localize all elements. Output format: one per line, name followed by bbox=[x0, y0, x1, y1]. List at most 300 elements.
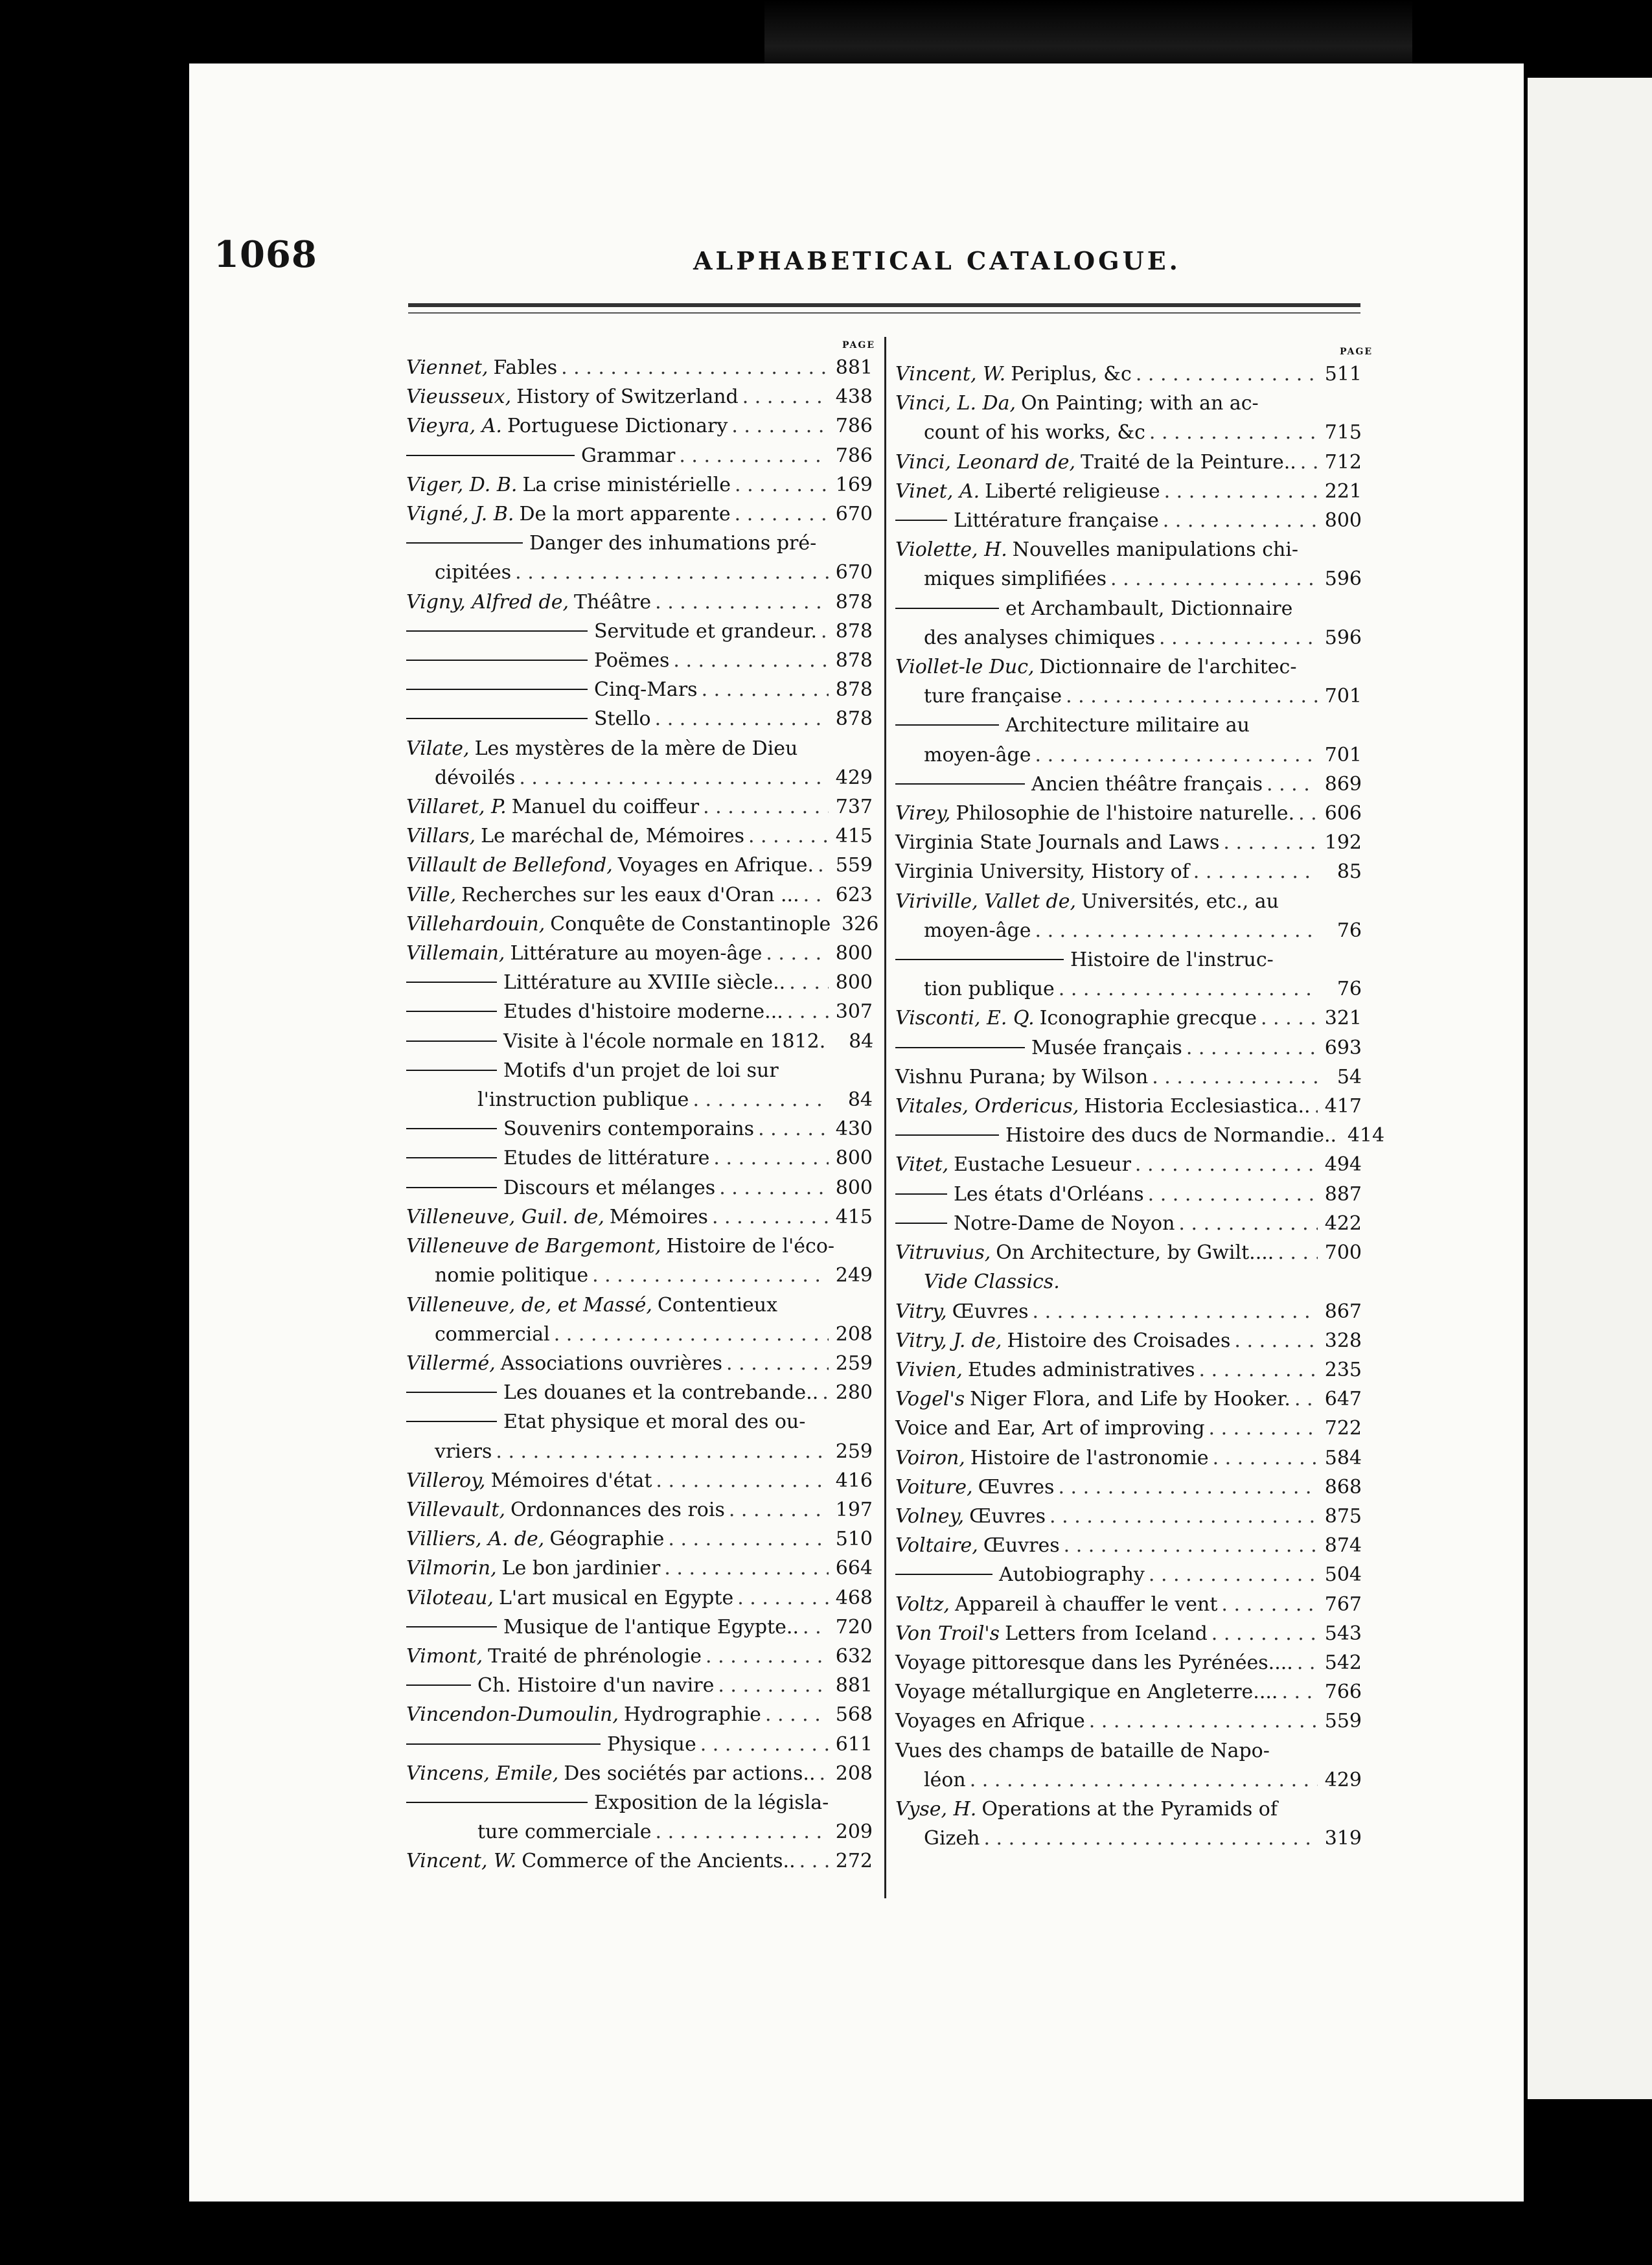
entry-title: miques simplifiées bbox=[924, 568, 1107, 591]
ditto-dash bbox=[895, 1193, 947, 1195]
catalogue-entry bbox=[895, 1326, 1362, 1355]
dot-leader bbox=[1298, 799, 1318, 828]
entry-page: 869 bbox=[1324, 772, 1362, 796]
entry-page: 670 bbox=[835, 503, 873, 526]
ditto-dash bbox=[895, 1223, 947, 1224]
catalogue-entry bbox=[895, 887, 1362, 916]
catalogue-entry bbox=[895, 1121, 1385, 1150]
catalogue-entry bbox=[895, 741, 1362, 770]
catalogue-entry bbox=[406, 939, 873, 968]
entry-page: 700 bbox=[1324, 1241, 1362, 1265]
ditto-dash bbox=[895, 959, 1064, 960]
entry-title: Conquête de Constantinople bbox=[550, 912, 831, 936]
catalogue-entry bbox=[895, 1531, 1362, 1560]
entry-author: Vinci, L. Da, bbox=[895, 392, 1016, 415]
entry-page: 504 bbox=[1324, 1563, 1362, 1587]
catalogue-entry bbox=[406, 1671, 873, 1700]
entry-author: Voiron, bbox=[895, 1446, 965, 1469]
entry-title: Manuel du coiffeur bbox=[511, 796, 700, 819]
ditto-dash bbox=[406, 1011, 497, 1012]
entry-page: 468 bbox=[835, 1586, 873, 1609]
dot-leader bbox=[1281, 1677, 1318, 1707]
dot-leader bbox=[655, 588, 829, 617]
catalogue-entry bbox=[895, 594, 1362, 623]
dot-leader bbox=[703, 792, 829, 822]
entry-author: Villermé, bbox=[406, 1351, 496, 1375]
catalogue-entry bbox=[406, 1261, 873, 1290]
dot-leader bbox=[766, 939, 829, 968]
catalogue-entry bbox=[895, 1267, 1362, 1296]
entry-author: Viloteau, bbox=[406, 1586, 494, 1609]
catalogue-entry bbox=[895, 828, 1362, 857]
dot-leader bbox=[789, 968, 829, 997]
catalogue-entry bbox=[895, 1355, 1362, 1385]
entry-author: Villars, bbox=[406, 825, 476, 848]
entry-author: Viger, D. B. bbox=[406, 473, 518, 496]
catalogue-entry bbox=[406, 704, 873, 733]
catalogue-entry bbox=[895, 1736, 1362, 1765]
entry-title: moyen-âge bbox=[924, 743, 1031, 766]
dot-leader bbox=[1211, 1619, 1318, 1648]
entry-page: 878 bbox=[835, 649, 873, 673]
dot-leader bbox=[679, 441, 829, 470]
catalogue-entry bbox=[406, 1788, 873, 1817]
catalogue-entry bbox=[406, 1320, 873, 1349]
entry-title: Contentieux bbox=[657, 1293, 778, 1316]
entry-page: 430 bbox=[835, 1118, 873, 1141]
catalogue-entry bbox=[895, 974, 1362, 1004]
entry-title: Etudes de littérature bbox=[503, 1147, 710, 1170]
dot-leader bbox=[1064, 1531, 1318, 1560]
catalogue-entry bbox=[895, 711, 1362, 740]
entry-title: Les douanes et la contrebande.. bbox=[503, 1381, 819, 1405]
entry-page: 328 bbox=[1324, 1329, 1362, 1352]
dot-leader bbox=[668, 1524, 829, 1554]
entry-author: Vigny, Alfred de, bbox=[406, 590, 569, 614]
dot-leader bbox=[1149, 418, 1318, 447]
ditto-dash bbox=[406, 1626, 497, 1627]
entry-page: 85 bbox=[1337, 860, 1362, 884]
entry-author: Violette, H. bbox=[895, 538, 1007, 562]
entry-title: Liberté religieuse bbox=[985, 479, 1160, 503]
entry-title: Eustache Lesueur bbox=[954, 1153, 1131, 1177]
entry-page: 568 bbox=[835, 1703, 873, 1727]
entry-author: Villemain, bbox=[406, 942, 505, 965]
catalogue-entry bbox=[895, 1765, 1362, 1795]
entry-title: Operations at the Pyramids of bbox=[981, 1797, 1278, 1821]
column-separator bbox=[884, 337, 886, 1898]
entry-page: 415 bbox=[835, 1205, 873, 1228]
dot-leader bbox=[519, 763, 829, 792]
dot-leader bbox=[1059, 974, 1318, 1004]
entry-author: Von Troil's bbox=[895, 1622, 1000, 1645]
catalogue-entry bbox=[406, 792, 873, 822]
entry-title: Exposition de la législa- bbox=[594, 1791, 829, 1814]
entry-author: Vieusseux, bbox=[406, 385, 512, 409]
entry-page: 693 bbox=[1324, 1036, 1362, 1059]
dot-leader bbox=[803, 1613, 829, 1642]
entry-title: Fables bbox=[493, 356, 558, 379]
catalogue-entry bbox=[406, 1730, 873, 1759]
catalogue-entry bbox=[406, 617, 873, 646]
entry-author: Viollet-le Duc, bbox=[895, 656, 1035, 679]
catalogue-entry bbox=[895, 1824, 1362, 1853]
entry-page: 606 bbox=[1324, 802, 1362, 825]
entry-page: 272 bbox=[835, 1850, 873, 1873]
dot-leader bbox=[1148, 1180, 1318, 1209]
running-head: ALPHABETICAL CATALOGUE. bbox=[693, 246, 1181, 275]
entry-title: vriers bbox=[435, 1440, 492, 1463]
entry-title: Periplus, &c bbox=[1011, 363, 1132, 385]
entry-page: 887 bbox=[1324, 1182, 1362, 1206]
entry-page: 647 bbox=[1324, 1388, 1362, 1411]
dot-leader bbox=[1163, 506, 1318, 535]
entry-title: Nouvelles manipulations chi- bbox=[1012, 538, 1299, 562]
entry-author: Vitruvius, bbox=[895, 1241, 991, 1265]
entry-title: l'instruction publique bbox=[477, 1088, 689, 1112]
catalogue-entry bbox=[406, 997, 873, 1026]
catalogue-entry bbox=[406, 675, 873, 704]
entry-page: 720 bbox=[835, 1615, 873, 1638]
catalogue-entry bbox=[895, 770, 1362, 799]
ditto-dash bbox=[406, 630, 588, 632]
dot-leader bbox=[719, 1173, 829, 1202]
catalogue-entry bbox=[406, 588, 873, 617]
entry-page: 868 bbox=[1324, 1475, 1362, 1499]
entry-author: Visconti, E. Q. bbox=[895, 1007, 1035, 1030]
entry-title: Mémoires bbox=[609, 1205, 708, 1228]
catalogue-entry bbox=[406, 1583, 873, 1613]
ditto-dash bbox=[406, 1421, 497, 1422]
dot-leader bbox=[1110, 564, 1318, 593]
dot-leader bbox=[1033, 1297, 1318, 1326]
entry-author: Villeneuve de Bargemont, bbox=[406, 1235, 661, 1258]
catalogue-entry bbox=[406, 411, 873, 441]
entry-author: Vitet, bbox=[895, 1153, 949, 1177]
entry-author: Vitry, J. de, bbox=[895, 1329, 1002, 1352]
entry-title: Traité de la Peinture.. bbox=[1081, 450, 1296, 474]
entry-page: 259 bbox=[835, 1351, 873, 1375]
entry-author: Villevault, bbox=[406, 1498, 506, 1521]
catalogue-entry bbox=[895, 1560, 1362, 1589]
dot-leader bbox=[1297, 1648, 1318, 1677]
entry-author: Voltz, bbox=[895, 1592, 950, 1616]
ditto-dash bbox=[895, 783, 1025, 785]
header-rule-thick bbox=[408, 303, 1360, 307]
entry-title: Dictionnaire de l'architec- bbox=[1039, 656, 1297, 679]
ditto-dash bbox=[895, 1047, 1025, 1048]
catalogue-entry bbox=[406, 1642, 873, 1671]
catalogue-entry bbox=[895, 799, 1362, 828]
entry-page: 259 bbox=[835, 1440, 873, 1463]
entry-title: Des sociétés par actions.. bbox=[564, 1762, 816, 1785]
entry-page: 800 bbox=[835, 1147, 873, 1170]
dot-leader bbox=[1159, 623, 1318, 652]
ditto-dash bbox=[406, 455, 575, 456]
catalogue-entry bbox=[895, 1648, 1362, 1677]
entry-title: Ch. Histoire d'un navire bbox=[477, 1674, 715, 1697]
dot-leader bbox=[737, 1583, 829, 1613]
entry-page: 429 bbox=[1324, 1768, 1362, 1791]
entry-title: Ancien théâtre français bbox=[1031, 772, 1263, 796]
catalogue-entry bbox=[406, 1554, 873, 1583]
catalogue-entry bbox=[895, 1150, 1362, 1179]
entry-title: Commerce of the Ancients.. bbox=[522, 1850, 796, 1873]
entry-page: 701 bbox=[1324, 685, 1362, 708]
catalogue-entry bbox=[406, 1085, 873, 1114]
dot-leader bbox=[515, 558, 829, 587]
entry-page: 596 bbox=[1324, 568, 1362, 591]
catalogue-entry bbox=[895, 1209, 1362, 1238]
entry-author: Vilmorin, bbox=[406, 1557, 497, 1580]
dot-leader bbox=[1152, 1063, 1318, 1092]
entry-title: Appareil à chauffer le vent bbox=[954, 1592, 1218, 1616]
entry-author: Vivien, bbox=[895, 1358, 963, 1381]
entry-title: Le maréchal de, Mémoires bbox=[481, 825, 744, 848]
entry-page: 438 bbox=[835, 385, 873, 409]
entry-author: Vitry, bbox=[895, 1300, 947, 1323]
entry-page: 510 bbox=[835, 1528, 873, 1551]
entry-author: Vitales, Ordericus, bbox=[895, 1095, 1079, 1118]
entry-title: Mémoires d'état bbox=[490, 1469, 652, 1492]
entry-title: Poëmes bbox=[594, 649, 670, 673]
entry-page: 208 bbox=[835, 1322, 873, 1346]
entry-title: On Painting; with an ac- bbox=[1021, 392, 1259, 415]
dot-leader bbox=[1193, 857, 1318, 886]
entry-author: Vimont, bbox=[406, 1644, 483, 1668]
entry-title: Architecture militaire au bbox=[1005, 714, 1250, 737]
entry-title: Histoire de l'astronomie bbox=[970, 1446, 1209, 1469]
entry-title: Danger des inhumations pré- bbox=[529, 532, 817, 555]
entry-page: 800 bbox=[1324, 509, 1362, 533]
entry-title: Motifs d'un projet de loi sur bbox=[503, 1059, 779, 1082]
ditto-dash bbox=[406, 1157, 497, 1158]
entry-title: Virginia University, History of bbox=[895, 860, 1189, 884]
catalogue-entry bbox=[895, 389, 1362, 418]
entry-page: 208 bbox=[835, 1762, 873, 1785]
entry-author: Voiture, bbox=[895, 1475, 973, 1499]
catalogue-entry bbox=[406, 1846, 873, 1876]
entry-title: Musique de l'antique Egypte.. bbox=[503, 1615, 799, 1638]
entry-title: Cinq-Mars bbox=[594, 678, 698, 702]
entry-page: 623 bbox=[835, 883, 873, 906]
ditto-dash bbox=[406, 1743, 601, 1745]
dot-leader bbox=[712, 1202, 829, 1232]
entry-page: 867 bbox=[1324, 1300, 1362, 1323]
dot-leader bbox=[983, 1824, 1318, 1853]
entry-author: Viennet, bbox=[406, 356, 488, 379]
catalogue-entry bbox=[406, 1349, 873, 1378]
entry-title: Grammar bbox=[581, 444, 676, 467]
catalogue-entry bbox=[406, 1291, 873, 1320]
entry-page: 415 bbox=[835, 825, 873, 848]
entry-page: 169 bbox=[835, 473, 873, 496]
entry-page: 307 bbox=[835, 1000, 873, 1024]
entry-title: Hydrographie bbox=[623, 1703, 761, 1727]
dot-leader bbox=[1278, 1238, 1318, 1267]
entry-title: Etat physique et moral des ou- bbox=[503, 1410, 806, 1434]
entry-page: 712 bbox=[1324, 450, 1362, 474]
entry-page: 84 bbox=[849, 1029, 874, 1053]
entry-page: 800 bbox=[835, 971, 873, 995]
catalogue-entry bbox=[895, 1590, 1362, 1619]
entry-title: Œuvres bbox=[983, 1534, 1060, 1558]
entry-author: Vilate, bbox=[406, 737, 470, 760]
ditto-dash bbox=[895, 1134, 999, 1136]
dot-leader bbox=[693, 1085, 829, 1114]
entry-page: 701 bbox=[1324, 743, 1362, 766]
entry-title: Portuguese Dictionary bbox=[507, 415, 728, 438]
entry-author: Villaret, P. bbox=[406, 796, 507, 819]
entry-author: Ville, bbox=[406, 883, 457, 906]
entry-page: 76 bbox=[1337, 919, 1362, 942]
entry-page: 543 bbox=[1324, 1622, 1362, 1645]
entry-title: Les états d'Orléans bbox=[954, 1182, 1144, 1206]
entry-page: 221 bbox=[1324, 479, 1362, 503]
entry-page: 422 bbox=[1324, 1212, 1362, 1235]
entry-author: Villeneuve, Guil. de, bbox=[406, 1205, 604, 1228]
entry-author: Villeroy, bbox=[406, 1469, 486, 1492]
ditto-dash bbox=[406, 1070, 497, 1071]
catalogue-entry bbox=[895, 1414, 1362, 1443]
catalogue-entry bbox=[406, 646, 873, 675]
ditto-dash bbox=[406, 718, 588, 719]
catalogue-entry bbox=[406, 1495, 873, 1524]
entry-title: commercial bbox=[435, 1322, 550, 1346]
entry-title: Virginia State Journals and Laws bbox=[895, 831, 1220, 855]
entry-page: 766 bbox=[1324, 1681, 1362, 1704]
catalogue-entry bbox=[895, 1063, 1362, 1092]
entry-page: 611 bbox=[835, 1732, 873, 1756]
catalogue-entry bbox=[406, 763, 873, 792]
entry-title: Visite à l'école normale en 1812. bbox=[503, 1029, 826, 1053]
entry-title: Les mystères de la mère de Dieu bbox=[474, 737, 798, 760]
dot-leader bbox=[554, 1320, 829, 1349]
entry-page: 559 bbox=[835, 854, 873, 877]
entry-page: 511 bbox=[1324, 363, 1362, 385]
entry-title: ture commerciale bbox=[477, 1821, 652, 1844]
catalogue-entry bbox=[895, 506, 1362, 535]
entry-page: 800 bbox=[835, 942, 873, 965]
right-page-label: PAGE bbox=[1340, 347, 1373, 357]
dot-leader bbox=[700, 1730, 829, 1759]
dot-leader bbox=[821, 617, 829, 646]
entry-title: Letters from Iceland bbox=[1005, 1622, 1208, 1645]
dot-leader bbox=[706, 1642, 829, 1671]
catalogue-entry bbox=[406, 470, 873, 500]
entry-author: Vinet, A. bbox=[895, 479, 980, 503]
entry-page: 235 bbox=[1324, 1358, 1362, 1381]
entry-title: Œuvres bbox=[969, 1504, 1046, 1528]
entry-title: Gizeh bbox=[924, 1827, 980, 1850]
entry-title: ture française bbox=[924, 685, 1062, 708]
catalogue-entry bbox=[895, 1677, 1362, 1707]
catalogue-entry bbox=[895, 564, 1362, 593]
dot-leader bbox=[561, 353, 829, 382]
dot-leader bbox=[735, 500, 829, 529]
entry-page: 209 bbox=[835, 1821, 873, 1844]
catalogue-entry bbox=[895, 1033, 1362, 1063]
entry-page: 715 bbox=[1324, 421, 1362, 444]
entry-title: Littérature au XVIIIe siècle.. bbox=[503, 971, 786, 995]
entry-author: Vincendon-Dumoulin, bbox=[406, 1703, 619, 1727]
entry-page: 197 bbox=[835, 1498, 873, 1521]
catalogue-entry bbox=[406, 734, 873, 763]
dot-leader bbox=[656, 1466, 829, 1495]
entry-page: 559 bbox=[1324, 1710, 1362, 1733]
dot-leader bbox=[1066, 682, 1318, 711]
entry-title: Physique bbox=[607, 1732, 696, 1756]
catalogue-entry bbox=[406, 1144, 873, 1173]
catalogue-entry bbox=[895, 623, 1362, 652]
entry-page: 875 bbox=[1324, 1504, 1362, 1528]
dot-leader bbox=[1136, 360, 1318, 389]
catalogue-entry bbox=[895, 448, 1362, 477]
entry-title: Histoire des Croisades bbox=[1007, 1329, 1231, 1352]
catalogue-entry bbox=[406, 910, 879, 939]
entry-author: Vigné, J. B. bbox=[406, 503, 514, 526]
dot-leader bbox=[655, 704, 829, 733]
entry-page: 786 bbox=[835, 444, 873, 467]
dot-leader bbox=[496, 1437, 829, 1466]
entry-title: nomie politique bbox=[435, 1264, 589, 1287]
catalogue-entry bbox=[895, 1619, 1362, 1648]
catalogue-entry bbox=[895, 945, 1362, 974]
left-page-label: PAGE bbox=[842, 340, 875, 351]
entry-page: 249 bbox=[835, 1264, 873, 1287]
entry-title: Traité de phrénologie bbox=[488, 1644, 702, 1668]
entry-title: Historia Ecclesiastica.. bbox=[1084, 1095, 1311, 1118]
entry-page: 494 bbox=[1324, 1153, 1362, 1177]
ditto-dash bbox=[406, 1041, 497, 1042]
dot-leader bbox=[819, 1759, 829, 1788]
entry-title: De la mort apparente bbox=[519, 503, 731, 526]
dot-leader bbox=[1149, 1560, 1318, 1589]
entry-author: Villault de Bellefond, bbox=[406, 854, 613, 877]
entry-page: 670 bbox=[835, 561, 873, 584]
ditto-dash bbox=[406, 542, 523, 544]
entry-title: Histoire de l'instruc- bbox=[1070, 949, 1274, 972]
dot-leader bbox=[1178, 1209, 1318, 1238]
catalogue-entry bbox=[406, 353, 873, 382]
catalogue-entry bbox=[895, 1238, 1362, 1267]
catalogue-entry bbox=[895, 360, 1362, 389]
entry-title: Universités, etc., au bbox=[1081, 890, 1279, 913]
catalogue-entry bbox=[895, 1707, 1362, 1736]
entry-title: léon bbox=[924, 1768, 966, 1791]
catalogue-entry bbox=[895, 682, 1362, 711]
entry-title: Œuvres bbox=[978, 1475, 1055, 1499]
entry-page: 664 bbox=[835, 1557, 873, 1580]
entry-author: Vincent, W. bbox=[406, 1850, 517, 1873]
ditto-dash bbox=[406, 1802, 588, 1803]
entry-title: dévoilés bbox=[435, 766, 516, 789]
entry-title: Voice and Ear, Art of improving bbox=[895, 1417, 1205, 1440]
entry-title: Histoire des ducs de Normandie.. bbox=[1005, 1124, 1337, 1147]
entry-title: Etudes d'histoire moderne... bbox=[503, 1000, 783, 1024]
entry-title: Ordonnances des rois bbox=[511, 1498, 725, 1521]
entry-page: 280 bbox=[835, 1381, 873, 1405]
catalogue-entry bbox=[895, 477, 1362, 506]
entry-page: 321 bbox=[1324, 1007, 1362, 1030]
dot-leader bbox=[713, 1144, 829, 1173]
entry-title: Discours et mélanges bbox=[503, 1176, 716, 1199]
catalogue-entry bbox=[406, 880, 873, 910]
catalogue-entry bbox=[406, 1613, 873, 1642]
dot-leader bbox=[1035, 741, 1318, 770]
entry-page: 416 bbox=[835, 1469, 873, 1492]
entry-page: 84 bbox=[847, 1088, 873, 1112]
